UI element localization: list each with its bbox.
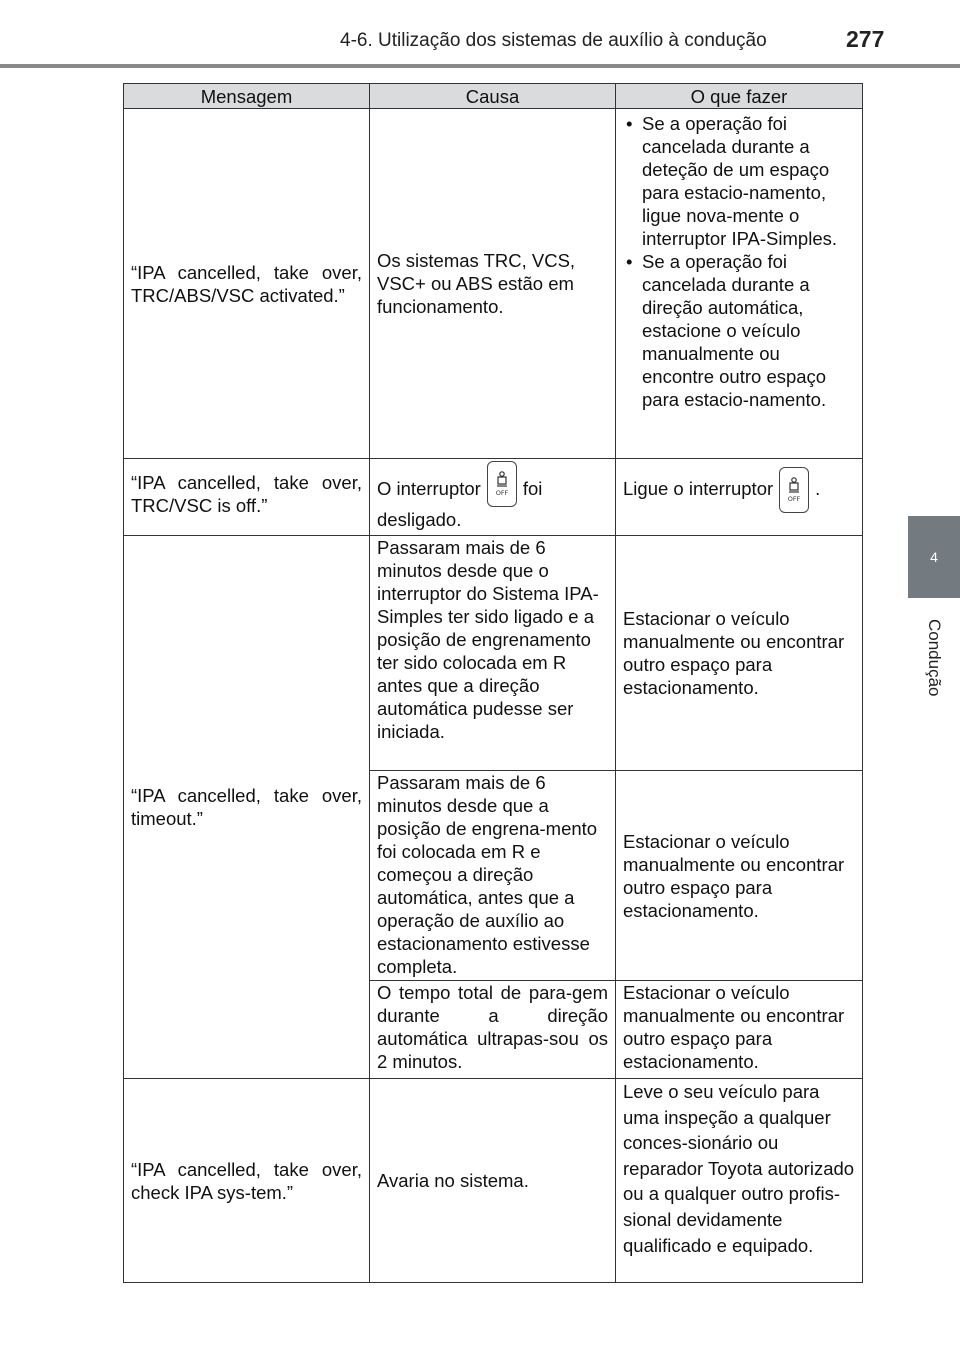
table-row xyxy=(124,1079,863,1283)
list-item: • Se a operação foi cancelada durante a deteção de um espaço para estacio-namento, ligue nova-mente o interruptor IPA-Simples. xyxy=(623,112,855,250)
action-cell: Estacionar o veículo manualmente ou encontrar outro espaço para estacionamento. xyxy=(616,771,863,981)
parking-assist-off-switch-icon xyxy=(487,461,517,507)
page-number: 277 xyxy=(846,26,885,52)
action-cell: Estacionar o veículo manualmente ou encontrar outro espaço para estacionamento. xyxy=(616,536,863,771)
cause-cell xyxy=(370,459,616,536)
action-cell xyxy=(616,459,863,536)
table-row xyxy=(124,459,863,536)
column-header-cause: Causa xyxy=(370,84,616,109)
column-header-message: Mensagem xyxy=(124,84,370,109)
action-text: Ligue o interruptor xyxy=(623,477,774,499)
action-cell: Estacionar o veículo manualmente ou encontrar outro espaço para estacionamento. xyxy=(616,981,863,1079)
action-cell: Leve o seu veículo para uma inspeção a qualquer conces-sionário ou reparador Toyota autorizado ou a qualquer outro profis-sional devidamente qualificado e equipado. xyxy=(616,1079,863,1283)
cause-text: O interruptor xyxy=(377,477,481,499)
cause-text: desligado. xyxy=(377,509,462,530)
action-text: . xyxy=(815,477,821,499)
message-cell: “IPA cancelled, take over, timeout.” xyxy=(124,536,370,1079)
column-header-action: O que fazer xyxy=(616,84,863,109)
chapter-number: 4 xyxy=(930,549,938,565)
cause-cell: Passaram mais de 6 minutos desde que o interruptor do Sistema IPA-Simples ter sido ligado e a posição de engrenamento ter sido colocada em R antes que a direção automática pudesse ser iniciada. xyxy=(370,536,616,771)
table-row xyxy=(124,536,863,771)
action-cell xyxy=(616,109,863,459)
cause-cell: O tempo total de para-gem durante a direção automática ultrapas-sou os 2 minutos. xyxy=(370,981,616,1079)
header-divider xyxy=(0,64,960,68)
table-header-row xyxy=(124,84,863,109)
svg-text:OFF: OFF xyxy=(787,495,801,503)
chapter-label: Condução xyxy=(925,619,944,697)
section-title: 4-6. Utilização dos sistemas de auxílio à condução xyxy=(340,30,767,51)
svg-text:OFF: OFF xyxy=(495,489,509,497)
action-list xyxy=(623,112,855,411)
list-item: • Se a operação foi cancelada durante a direção automática, estacione o veículo manualmente ou encontre outro espaço para estacio-namento. xyxy=(623,250,855,411)
cause-text: foi xyxy=(522,477,543,499)
message-cell: “IPA cancelled, take over, check IPA sys-tem.” xyxy=(124,1079,370,1283)
cause-cell: Passaram mais de 6 minutos desde que a posição de engrena-mento foi colocada em R e começou a direção automática, antes que a operação de auxílio ao estacionamento estivesse completa. xyxy=(370,771,616,981)
cause-cell: Avaria no sistema. xyxy=(370,1079,616,1283)
chapter-tab[interactable] xyxy=(908,516,960,598)
table-row xyxy=(124,109,863,459)
cause-cell: Os sistemas TRC, VCS, VSC+ ou ABS estão em funcionamento. xyxy=(370,109,616,459)
message-cell: “IPA cancelled, take over, TRC/ABS/VSC activated.” xyxy=(124,109,370,459)
message-cell: “IPA cancelled, take over, TRC/VSC is off.” xyxy=(124,459,370,536)
messages-table xyxy=(123,83,863,1283)
parking-assist-off-switch-icon xyxy=(779,467,809,513)
